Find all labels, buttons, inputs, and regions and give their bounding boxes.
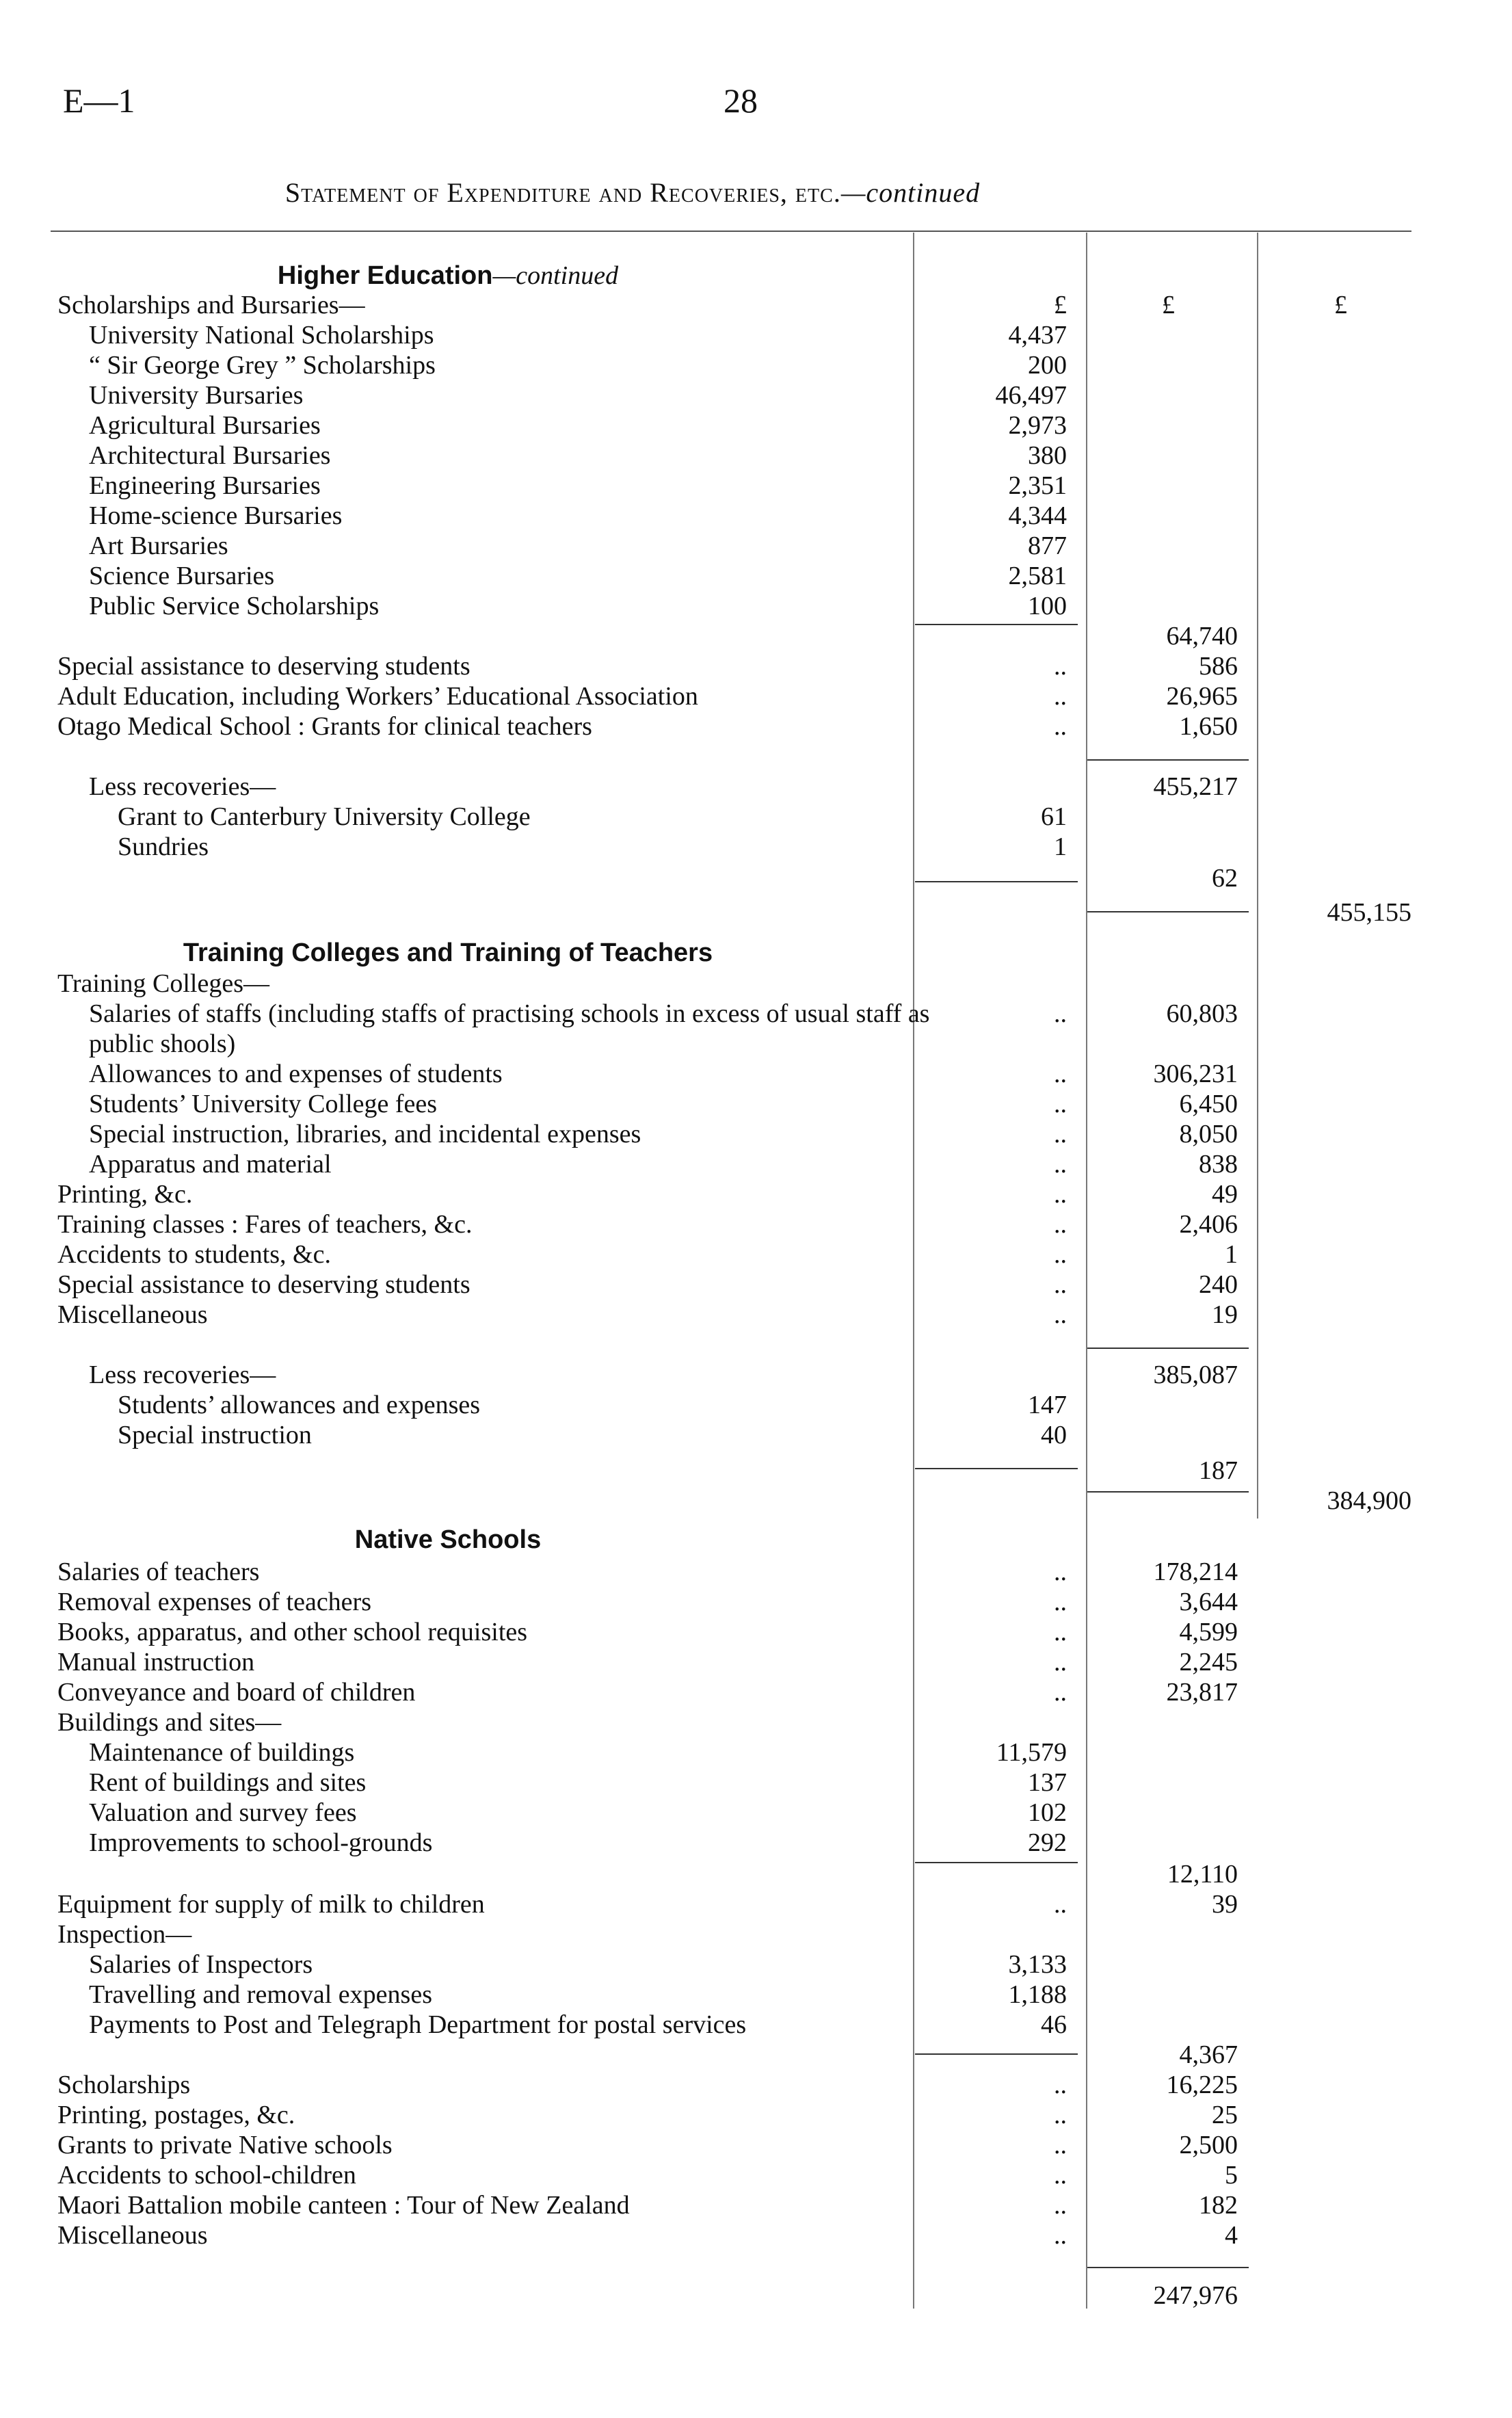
row-label: Improvements to school-grounds — [89, 1828, 433, 1857]
statement-title-suffix: —continued — [840, 177, 981, 208]
row-col2: 60,803 — [1166, 999, 1238, 1028]
table-row — [0, 561, 1512, 591]
table-row — [0, 2160, 1512, 2190]
row-col1: 3,133 — [1008, 1950, 1067, 1979]
row-col1: .. — [1054, 1558, 1067, 1586]
row-col1: .. — [1054, 2221, 1067, 2250]
row-col1: .. — [1054, 1210, 1067, 1239]
row-col2: 178,214 — [1153, 1558, 1238, 1586]
row-col2: 586 — [1199, 652, 1238, 681]
row-col2: 64,740 — [1166, 622, 1238, 651]
table-row — [0, 1300, 1512, 1330]
row-label: Removal expenses of teachers — [57, 1588, 371, 1616]
higher-title: Higher Education — [277, 261, 493, 290]
table-row — [0, 1798, 1512, 1828]
total-rule — [1087, 2267, 1249, 2268]
row-label: Training classes : Fares of teachers, &c. — [57, 1210, 473, 1239]
row-col1: .. — [1054, 1120, 1067, 1148]
row-col2: 49 — [1212, 1180, 1238, 1209]
row-label: Agricultural Bursaries — [89, 411, 321, 440]
table-row — [0, 1119, 1512, 1149]
row-col1: .. — [1054, 1890, 1067, 1919]
row-col1: 380 — [1028, 441, 1067, 470]
table-row — [0, 651, 1512, 681]
row-col2: 2,500 — [1179, 2131, 1238, 2159]
table-row — [0, 1149, 1512, 1179]
row-col1: .. — [1054, 2161, 1067, 2190]
row-label: Equipment for supply of milk to children — [57, 1890, 485, 1919]
row-col2: 12,110 — [1167, 1860, 1238, 1889]
row-col1: .. — [1054, 2071, 1067, 2099]
row-col1: 877 — [1028, 531, 1067, 560]
top-rule — [51, 231, 1411, 232]
table-row — [0, 471, 1512, 501]
table-row — [0, 2070, 1512, 2100]
table-row — [0, 2190, 1512, 2220]
row-col1: .. — [1054, 999, 1067, 1028]
table-row — [0, 1059, 1512, 1089]
subtotal-row — [0, 2040, 1512, 2070]
row-label: Science Bursaries — [89, 562, 275, 590]
row-col1: .. — [1054, 1180, 1067, 1209]
row-label: Travelling and removal expenses — [89, 1980, 432, 2009]
row-col2: 8,050 — [1179, 1120, 1238, 1148]
row-label: Conveyance and board of children — [57, 1678, 416, 1707]
row-col2: 16,225 — [1166, 2071, 1238, 2099]
row-label: Training Colleges— — [57, 969, 269, 998]
row-col2: 247,976 — [1153, 2281, 1238, 2310]
row-col2: 187 — [1199, 1456, 1238, 1485]
row-label: Miscellaneous — [57, 1300, 208, 1329]
table-row — [0, 441, 1512, 471]
table-row — [0, 1209, 1512, 1239]
subtotal-row — [0, 1456, 1512, 1486]
row-col1: 2,581 — [1008, 562, 1067, 590]
table-row — [0, 1677, 1512, 1707]
row-col2: 240 — [1199, 1270, 1238, 1299]
row-col1: .. — [1054, 1060, 1067, 1088]
row-label: Special instruction — [118, 1421, 312, 1449]
row-col2: 5 — [1225, 2161, 1238, 2190]
row-col1: .. — [1054, 1618, 1067, 1646]
row-label: Printing, postages, &c. — [57, 2101, 295, 2129]
table-row — [0, 2130, 1512, 2160]
row-label: Less recoveries— — [89, 772, 276, 801]
row-col2: 23,817 — [1166, 1678, 1238, 1707]
table-row — [0, 1420, 1512, 1450]
row-col1: 292 — [1028, 1828, 1067, 1857]
table-row — [0, 320, 1512, 350]
table-row — [0, 1737, 1512, 1767]
table-row — [0, 772, 1512, 802]
row-label: Maori Battalion mobile canteen : Tour of New Zealand — [57, 2191, 630, 2220]
table-row — [0, 1980, 1512, 2010]
row-col2: 838 — [1199, 1150, 1238, 1179]
row-col1: 11,579 — [996, 1738, 1067, 1767]
statement-title — [0, 176, 1265, 209]
subtotal-row — [0, 1859, 1512, 1889]
row-col2: 6,450 — [1179, 1090, 1238, 1118]
table-row — [0, 410, 1512, 441]
table-row — [0, 1587, 1512, 1617]
table-row — [0, 711, 1512, 741]
row-col1: 1,188 — [1008, 1980, 1067, 2009]
currency-col1: £ — [1054, 291, 1067, 319]
table-row — [0, 1707, 1512, 1737]
row-label: Art Bursaries — [89, 531, 228, 560]
row-label: Students’ allowances and expenses — [118, 1391, 481, 1419]
row-label: Manual instruction — [57, 1648, 255, 1677]
row-label: Scholarships — [57, 2071, 191, 2099]
table-row — [0, 531, 1512, 561]
table-row — [0, 1919, 1512, 1949]
row-label: Books, apparatus, and other school requisites — [57, 1618, 528, 1646]
row-col2: 4,367 — [1179, 2040, 1238, 2069]
row-col1: .. — [1054, 2131, 1067, 2159]
row-col1: 100 — [1028, 592, 1067, 620]
row-label: Scholarships and Bursaries— — [57, 291, 365, 319]
row-col1: .. — [1054, 652, 1067, 681]
table-row — [0, 1270, 1512, 1300]
table-row — [0, 1767, 1512, 1798]
row-col2: 4 — [1225, 2221, 1238, 2250]
row-col2: 1,650 — [1179, 712, 1238, 741]
row-col1: 147 — [1028, 1391, 1067, 1419]
section-heading-native-schools: Native Schools — [354, 1525, 542, 1554]
table-row — [0, 2100, 1512, 2130]
row-col1: 200 — [1028, 351, 1067, 380]
table-row — [0, 1949, 1512, 1980]
page-number: 28 — [724, 81, 758, 120]
row-col1: 137 — [1028, 1768, 1067, 1797]
net-total-row — [0, 1486, 1512, 1516]
row-label: Less recoveries— — [89, 1361, 276, 1389]
row-label: Inspection— — [57, 1920, 192, 1949]
row-col1: 46 — [1041, 2010, 1067, 2039]
row-label: Payments to Post and Telegraph Department for postal services — [89, 2010, 747, 2039]
table-row — [0, 1360, 1512, 1390]
table-row — [0, 832, 1512, 862]
table-row — [0, 681, 1512, 711]
table-row — [0, 501, 1512, 531]
table-row — [0, 1889, 1512, 1919]
row-col2: 39 — [1212, 1890, 1238, 1919]
row-label: Apparatus and material — [89, 1150, 332, 1179]
row-label: Special instruction, libraries, and incidental expenses — [89, 1120, 641, 1148]
total-rule — [1087, 759, 1249, 761]
row-label: Students’ University College fees — [89, 1090, 438, 1118]
row-col2: 385,087 — [1153, 1361, 1238, 1389]
row-label: Grants to private Native schools — [57, 2131, 393, 2159]
table-row — [0, 350, 1512, 380]
row-col2: 182 — [1199, 2191, 1238, 2220]
row-col1: .. — [1054, 1648, 1067, 1677]
row-label: Accidents to students, &c. — [57, 1240, 331, 1269]
row-label: Miscellaneous — [57, 2221, 208, 2250]
row-col1: .. — [1054, 1150, 1067, 1179]
row-col1: 102 — [1028, 1798, 1067, 1827]
row-label: Special assistance to deserving students — [57, 652, 470, 681]
row-label: Printing, &c. — [57, 1180, 193, 1209]
row-col2: 455,217 — [1153, 772, 1238, 801]
statement-title-text: Statement of Expenditure and Recoveries, etc. — [284, 177, 841, 208]
row-label: Sundries — [118, 832, 209, 861]
net-total-row — [0, 897, 1512, 928]
row-label: Adult Education, including Workers’ Educational Association — [57, 682, 698, 711]
row-label: Otago Medical School : Grants for clinical teachers — [57, 712, 592, 741]
subtotal-row — [0, 621, 1512, 651]
row-col1: .. — [1054, 682, 1067, 711]
table-row — [0, 591, 1512, 621]
row-col3: 384,900 — [1327, 1486, 1411, 1515]
table-row — [0, 1390, 1512, 1420]
row-col1: .. — [1054, 2191, 1067, 2220]
row-col2: 26,965 — [1166, 682, 1238, 711]
page-code: E—1 — [63, 81, 135, 120]
row-label: University Bursaries — [89, 381, 304, 410]
table-row — [0, 969, 1512, 999]
row-col2: 19 — [1212, 1300, 1238, 1329]
row-col1: 4,344 — [1008, 501, 1067, 530]
row-col1: 2,351 — [1008, 471, 1067, 500]
table-row — [0, 999, 1512, 1059]
row-col1: 40 — [1041, 1421, 1067, 1449]
row-col1: 2,973 — [1008, 411, 1067, 440]
grand-total-row — [0, 2281, 1512, 2311]
row-label: Salaries of staffs (including staffs of practising schools in excess of usual staff as public shools) — [89, 999, 930, 1058]
table-row — [0, 1828, 1512, 1858]
row-label: Rent of buildings and sites — [89, 1768, 367, 1797]
section-heading-higher-education — [0, 261, 896, 291]
table-row — [0, 2220, 1512, 2250]
row-label: Salaries of Inspectors — [89, 1950, 313, 1979]
row-label: University National Scholarships — [89, 321, 434, 350]
table-row — [0, 1557, 1512, 1587]
row-col2: 1 — [1225, 1240, 1238, 1269]
row-label: Grant to Canterbury University College — [118, 802, 531, 831]
section-heading-training-colleges: Training Colleges and Training of Teachers — [183, 938, 713, 967]
row-label: Valuation and survey fees — [89, 1798, 357, 1827]
row-col2: 25 — [1212, 2101, 1238, 2129]
table-row — [0, 1647, 1512, 1677]
currency-col3: £ — [1334, 291, 1347, 319]
row-label: Maintenance of buildings — [89, 1738, 355, 1767]
higher-title-suffix: —continued — [492, 261, 619, 290]
row-col2: 62 — [1212, 864, 1238, 893]
row-col1: .. — [1054, 1270, 1067, 1299]
table-row — [0, 802, 1512, 832]
row-col1: .. — [1054, 1090, 1067, 1118]
row-col1: 4,437 — [1008, 321, 1067, 350]
subtotal-row — [0, 863, 1512, 893]
row-label: Public Service Scholarships — [89, 592, 380, 620]
table-row — [0, 1617, 1512, 1647]
row-col1: 61 — [1041, 802, 1067, 831]
table-row — [0, 380, 1512, 410]
total-rule — [1087, 1348, 1249, 1349]
table-row — [0, 1089, 1512, 1119]
row-col1: .. — [1054, 2101, 1067, 2129]
row-col1: .. — [1054, 1240, 1067, 1269]
row-label: Architectural Bursaries — [89, 441, 331, 470]
higher-scholarships-heading-row — [0, 290, 1512, 320]
row-col2: 4,599 — [1179, 1618, 1238, 1646]
table-row — [0, 1239, 1512, 1270]
currency-col2: £ — [1162, 291, 1175, 319]
row-col2: 2,406 — [1179, 1210, 1238, 1239]
row-label: Accidents to school-children — [57, 2161, 356, 2190]
row-label: Salaries of teachers — [57, 1558, 260, 1586]
row-col2: 2,245 — [1179, 1648, 1238, 1677]
row-col1: .. — [1054, 1300, 1067, 1329]
table-row — [0, 1179, 1512, 1209]
row-col1: .. — [1054, 1588, 1067, 1616]
row-col1: 46,497 — [995, 381, 1067, 410]
row-col1: .. — [1054, 1678, 1067, 1707]
row-label: “ Sir George Grey ” Scholarships — [89, 351, 436, 380]
row-label: Allowances to and expenses of students — [89, 1060, 503, 1088]
row-label: Buildings and sites— — [57, 1708, 282, 1737]
row-label: Home-science Bursaries — [89, 501, 343, 530]
row-label: Special assistance to deserving students — [57, 1270, 470, 1299]
row-col3: 455,155 — [1327, 898, 1411, 927]
row-col1: .. — [1054, 712, 1067, 741]
row-col1: 1 — [1054, 832, 1067, 861]
row-label: Engineering Bursaries — [89, 471, 321, 500]
row-col2: 3,644 — [1179, 1588, 1238, 1616]
row-col2: 306,231 — [1153, 1060, 1238, 1088]
